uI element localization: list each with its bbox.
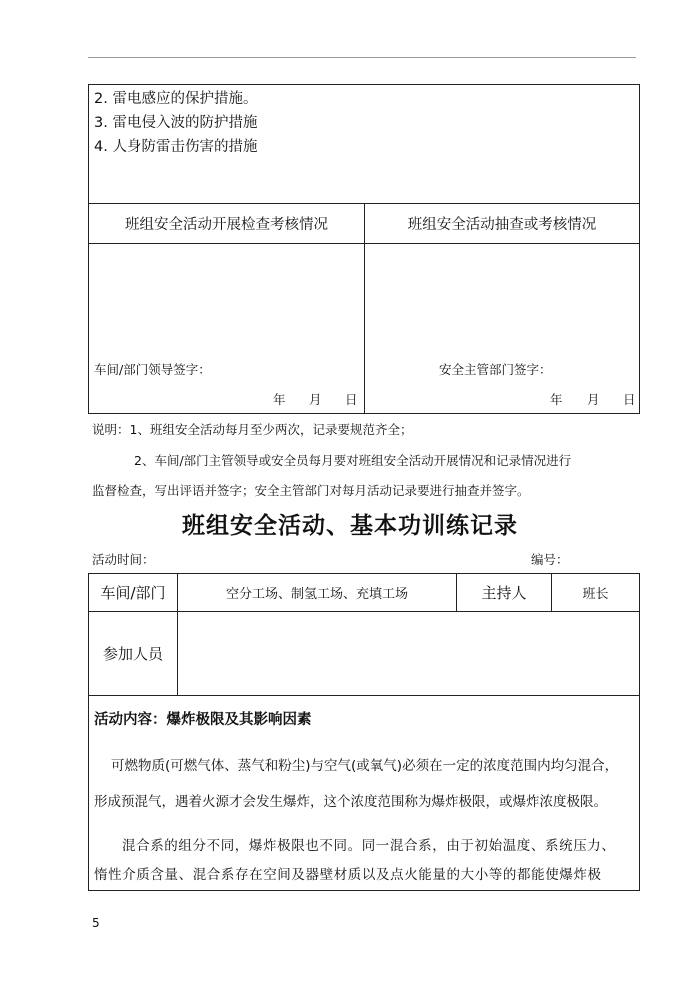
left-date-day: 日 <box>345 392 358 407</box>
content-paragraph-line: 混合系的组分不同，爆炸极限也不同。同一混合系，由于初始温度、系统压力、 <box>122 838 616 854</box>
safety-check-table <box>88 84 640 414</box>
dept-value: 空分工场、制氢工场、充填工场 <box>225 587 408 602</box>
measure-item: 4. 人身防雷击伤害的措施 <box>94 139 258 155</box>
content-paragraph-line: 惰性介质含量、混合系存在空间及器壁材质以及点火能量的大小等的都能使爆炸极 <box>94 867 602 883</box>
right-date-day: 日 <box>623 392 636 407</box>
content-paragraph-line: 可燃物质(可燃气体、蒸气和粉尘)与空气(或氧气)必须在一定的浓度范围内均匀混合， <box>111 758 619 774</box>
check-header-right: 班组安全活动抽查或考核情况 <box>407 216 597 233</box>
left-sign-label: 车间/部门领导签字： <box>94 362 211 377</box>
content-label: 活动内容：爆炸极限及其影响因素 <box>94 712 312 728</box>
participants-label: 参加人员 <box>102 645 163 663</box>
training-record-table <box>88 573 640 891</box>
dept-label: 车间/部门 <box>100 584 166 602</box>
table-divider <box>89 695 639 696</box>
host-label: 主持人 <box>481 584 527 602</box>
right-date-month: 月 <box>587 392 600 407</box>
page-number: 5 <box>92 916 100 930</box>
header-rule <box>88 57 636 58</box>
check-header-left: 班组安全活动开展检查考核情况 <box>125 216 328 233</box>
page-title: 班组安全活动、基本功训练记录 <box>182 513 518 539</box>
right-sign-label: 安全主管部门签字： <box>439 362 552 377</box>
measure-item: 2. 雷电感应的保护措施。 <box>94 91 258 107</box>
note-line: 监督检查，写出评语并签字；安全主管部门对每月活动记录要进行抽查并签字。 <box>92 483 530 498</box>
note-line: 2、车间/部门主管领导或安全员每月要对班组安全活动开展情况和记录情况进行 <box>134 453 572 468</box>
left-date-month: 月 <box>309 392 322 407</box>
number-label: 编号： <box>531 552 569 567</box>
left-date-year: 年 <box>273 392 286 407</box>
note-line: 说明：1、班组安全活动每月至少两次，记录要规范齐全； <box>92 422 413 437</box>
measure-item: 3. 雷电侵入波的防护措施 <box>94 115 258 131</box>
host-value: 班长 <box>582 587 609 602</box>
activity-time-label: 活动时间： <box>92 552 155 567</box>
right-date-year: 年 <box>550 392 563 407</box>
content-paragraph-line: 形成预混气，遇着火源才会发生爆炸，这个浓度范围称为爆炸极限，或爆炸浓度极限。 <box>94 794 607 810</box>
